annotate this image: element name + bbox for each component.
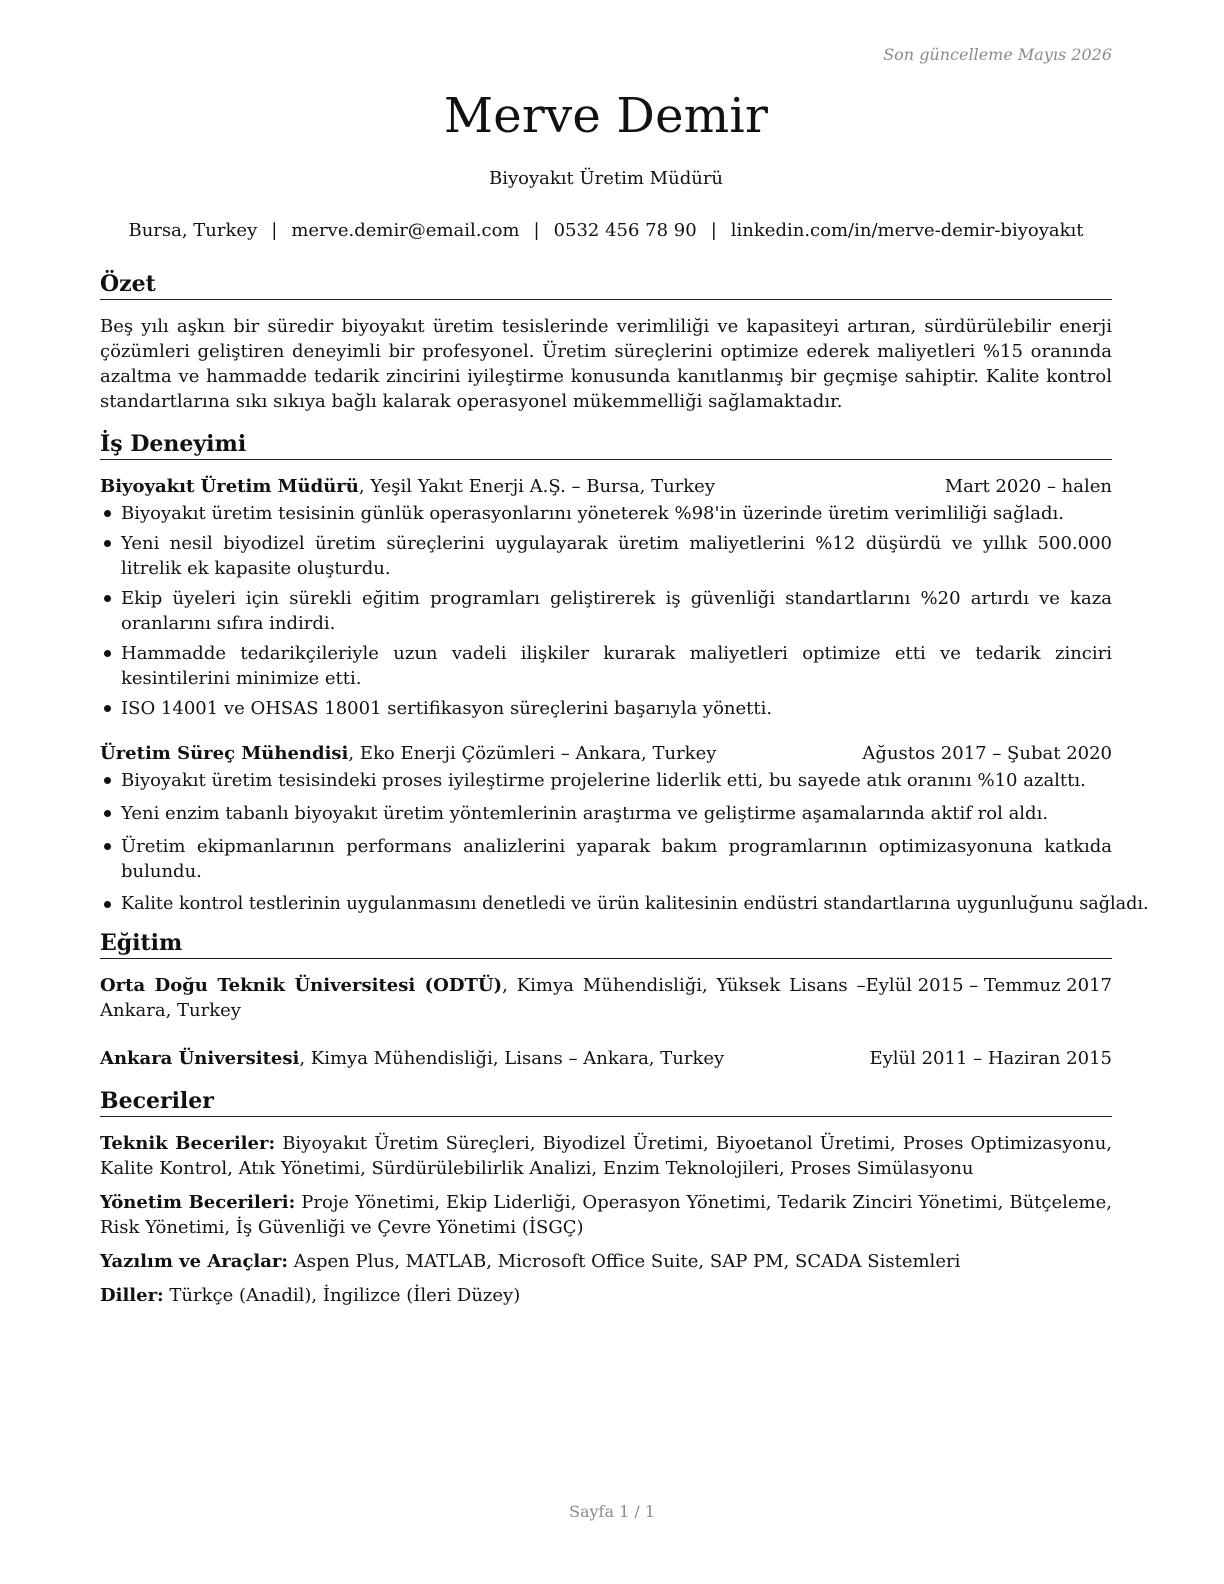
contact-location: Bursa, Turkey — [128, 220, 258, 241]
contact-linkedin[interactable]: linkedin.com/in/merve-demir-biyoyakıt — [730, 220, 1084, 241]
job-entry — [100, 741, 1149, 917]
bullet-text: Kalite kontrol testlerinin uygulanmasını denetledi ve ürün kalitesinin endüstri standartlarına uygunluğunu sağladı. — [121, 894, 1149, 914]
bullet-text: Yeni nesil biyodizel üretim süreçlerini uygulayarak üretim maliyetlerini %12 düşürdü ve yıllık 500.000 litrelik ek kapasite oluşturdu. — [121, 533, 1112, 579]
bullet-icon — [104, 595, 111, 602]
skill-value: Proje Yönetimi, Ekip Liderliği, Operasyon Yönetimi, Tedarik Zinciri Yönetimi, Bütçeleme, Risk Yönetimi, İş Güvenliği ve Çevre Yönetimi (İSGÇ) — [100, 1192, 1113, 1238]
list-item — [100, 768, 1112, 793]
education-dates: Eylül 2011 – Haziran 2015 — [869, 1048, 1112, 1069]
bullet-text: ISO 14001 ve OHSAS 18001 sertifikasyon süreçlerini başarıyla yönetti. — [121, 698, 773, 719]
job-role: Biyoyakıt Üretim Müdürü — [100, 476, 359, 497]
bullet-text: Biyoyakıt üretim tesisindeki proses iyileştirme projelerine liderlik etti, bu sayede atık oranını %10 azalttı. — [121, 770, 1086, 791]
education-details: , Kimya Mühendisliği, Yüksek Lisans – Ankara, Turkey — [100, 975, 866, 1021]
candidate-name: Merve Demir — [443, 88, 769, 144]
skill-value: Türkçe (Anadil), İngilizce (İleri Düzey) — [163, 1285, 521, 1306]
skill-label: Yönetim Becerileri: — [100, 1192, 296, 1213]
list-item — [100, 641, 1112, 691]
last-updated-note: Son güncelleme Mayıs 2026 — [883, 45, 1112, 64]
skill-value: Biyoyakıt Üretim Süreçleri, Biyodizel Üretimi, Biyoetanol Üretimi, Proses Optimizasyonu, Kalite Kontrol, Atık Yönetimi, Sürdürülebilirlik Analizi, Enzim Teknolojileri, Proses Simülasyonu — [100, 1133, 1113, 1179]
job-header — [100, 474, 1112, 499]
candidate-title: Biyoyakıt Üretim Müdürü — [488, 168, 724, 189]
contact-separator: | — [533, 220, 540, 241]
list-item — [100, 696, 1112, 721]
bullet-icon — [104, 705, 111, 712]
skills-section — [100, 1087, 1112, 1317]
skill-row — [100, 1283, 1112, 1308]
job-entry — [100, 474, 1112, 721]
list-item — [100, 834, 1112, 884]
list-item — [100, 586, 1112, 636]
experience-section — [100, 430, 1149, 925]
list-item — [100, 892, 1149, 917]
bullet-text: Biyoyakıt üretim tesisinin günlük operasyonlarını yöneterek %98'in üzerinde üretim verimliliği sağladı. — [121, 503, 1064, 524]
skill-row — [100, 1131, 1112, 1181]
job-dates: Mart 2020 – halen — [944, 476, 1112, 497]
skill-row — [100, 1190, 1112, 1240]
bullet-icon — [104, 540, 111, 547]
skill-label: Diller: — [100, 1285, 164, 1306]
skill-value: Aspen Plus, MATLAB, Microsoft Office Suite, SAP PM, SCADA Sistemleri — [288, 1251, 961, 1272]
bullet-text: Hammadde tedarikçileriyle uzun vadeli ilişkiler kurarak maliyetleri optimize etti ve tedarik zinciri kesintilerini minimize etti. — [121, 643, 1112, 689]
job-role: Üretim Süreç Mühendisi — [100, 743, 349, 764]
contact-separator: | — [710, 220, 717, 241]
job-company: , Eko Enerji Çözümleri – Ankara, Turkey — [348, 743, 717, 764]
section-heading-skills: Beceriler — [100, 1087, 1112, 1117]
skill-row — [100, 1249, 1112, 1274]
contact-email[interactable]: merve.demir@email.com — [291, 220, 520, 241]
bullet-icon — [104, 843, 111, 850]
school-name: Ankara Üniversitesi — [100, 1048, 300, 1069]
contact-line — [100, 220, 1112, 241]
bullet-icon — [104, 510, 111, 517]
summary-text: Beş yılı aşkın bir süredir biyoyakıt üretim tesislerinde verimliliği ve kapasiteyi artıran, sürdürülebilir enerji çözümleri geliştiren deneyimli bir profesyonel. Üretim süreçlerini optimize ederek maliyetleri %15 oranında azaltma ve hammadde tedarik zincirini iyileştirme konusunda kanıtlanmış bir geçmişe sahiptir. Kalite kontrol standartlarına sıkı sıkıya bağlı kalarak operasyonel mükemmelliği sağlamaktadır. — [100, 316, 1112, 412]
skill-label: Teknik Beceriler: — [100, 1133, 276, 1154]
skill-label: Yazılım ve Araçlar: — [100, 1251, 289, 1272]
education-entry — [100, 973, 1112, 1023]
education-entry — [100, 1046, 1112, 1071]
job-dates: Ağustos 2017 – Şubat 2020 — [862, 743, 1112, 764]
section-heading-summary: Özet — [100, 270, 1112, 300]
education-section — [100, 929, 1112, 1071]
section-heading-education: Eğitim — [100, 929, 1112, 959]
education-dates: Eylül 2015 – Temmuz 2017 — [865, 975, 1112, 996]
section-heading-experience: İş Deneyimi — [100, 430, 1112, 460]
summary-section — [100, 270, 1112, 414]
contact-separator: | — [271, 220, 278, 241]
page-number: Sayfa 1 / 1 — [568, 1502, 655, 1521]
list-item — [100, 501, 1112, 526]
bullet-icon — [104, 901, 111, 908]
bullet-text: Yeni enzim tabanlı biyoyakıt üretim yöntemlerinin araştırma ve geliştirme aşamalarında aktif rol aldı. — [121, 803, 1049, 824]
job-bullets — [100, 768, 1149, 917]
list-item — [100, 801, 1112, 826]
education-details: , Kimya Mühendisliği, Lisans – Ankara, Turkey — [299, 1048, 725, 1069]
bullet-text: Ekip üyeleri için sürekli eğitim programları geliştirerek iş güvenliği standartlarını %20 artırdı ve kaza oranlarını sıfıra indirdi. — [121, 588, 1112, 634]
list-item — [100, 531, 1112, 581]
bullet-icon — [104, 810, 111, 817]
bullet-icon — [104, 777, 111, 784]
bullet-text: Üretim ekipmanlarının performans analizlerini yaparak bakım programlarının optimizasyonuna katkıda bulundu. — [121, 836, 1112, 882]
school-name: Orta Doğu Teknik Üniversitesi (ODTÜ) — [100, 975, 503, 996]
contact-phone[interactable]: 0532 456 78 90 — [553, 220, 697, 241]
job-company: , Yeşil Yakıt Enerji A.Ş. – Bursa, Turkey — [358, 476, 716, 497]
bullet-icon — [104, 650, 111, 657]
job-bullets — [100, 501, 1112, 721]
job-header — [100, 741, 1112, 766]
